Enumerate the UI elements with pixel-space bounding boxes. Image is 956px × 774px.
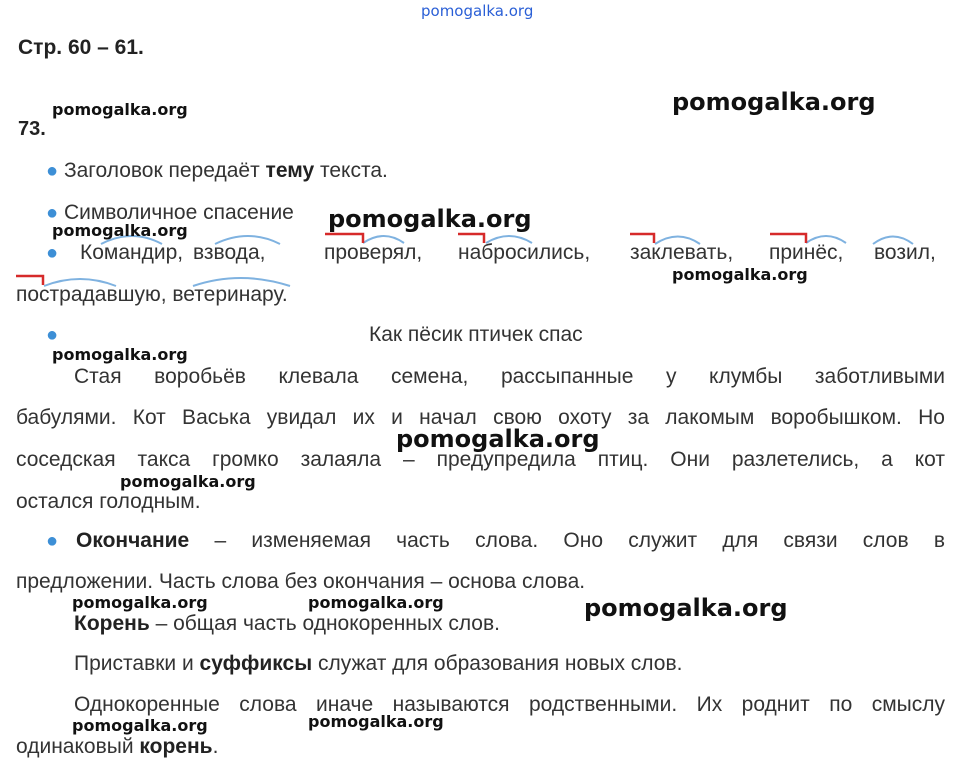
watermark: pomogalka.org: [52, 221, 188, 240]
story-line-1: Стая воробьёв клевала семена, рассыпанные у клумбы заботливыми: [74, 365, 945, 388]
watermark: pomogalka.org: [120, 472, 256, 491]
bullet-dot-5: [46, 529, 58, 553]
watermark: pomogalka.org: [672, 88, 876, 116]
watermark: pomogalka.org: [52, 345, 188, 364]
story-title: Как пёсик птичек спас: [369, 323, 583, 346]
prefix-suffix-definition: Приставки и суффиксы служат для образования новых слов.: [74, 652, 683, 675]
watermark: pomogalka.org: [52, 100, 188, 119]
word-6: принёс,: [769, 241, 844, 264]
root-definition: Корень – общая часть однокоренных слов.: [74, 612, 500, 635]
word-1: Командир,: [80, 241, 184, 264]
bullet-icon: ●: [46, 530, 59, 552]
bullet-icon: ●: [46, 242, 59, 264]
exercise-number: 73.: [18, 118, 46, 140]
word-5: заклевать,: [630, 241, 734, 264]
bullet-dot-4: [46, 323, 58, 347]
word-2: взвода,: [193, 241, 266, 264]
bullet-icon: ●: [46, 160, 59, 182]
cognates-line-2: одинаковый корень.: [16, 735, 219, 758]
words-line-2: пострадавшую, ветеринару.: [16, 283, 288, 306]
watermark: pomogalka.org: [308, 712, 444, 731]
watermark: pomogalka.org: [672, 265, 808, 284]
watermark: pomogalka.org: [308, 593, 444, 612]
story-line-4: остался голодным.: [16, 490, 201, 513]
cognates-line-1: Однокоренные слова иначе называются родственными. Их роднит по смыслу: [74, 693, 945, 716]
bullet-topic: ● Заголовок передаёт тему текста.: [46, 159, 388, 182]
watermark: pomogalka.org: [72, 593, 208, 612]
watermark: pomogalka.org: [584, 594, 788, 622]
watermark: pomogalka.org: [396, 425, 600, 453]
story-line-2: бабулями. Кот Васька увидал их и начал свою охоту за лакомым воробышком. Но: [16, 406, 945, 429]
story-line-3: соседская такса громко залаяла – предупредила птиц. Они разлетелись, а кот: [16, 448, 945, 471]
word-3: проверял,: [324, 241, 423, 264]
bullet-dot-3: [46, 241, 58, 265]
word-4: набросились,: [458, 241, 591, 264]
watermark: pomogalka.org: [72, 716, 208, 735]
top-watermark: pomogalka.org: [421, 2, 534, 20]
ending-line-2: предложении. Часть слова без окончания – основа слова.: [16, 570, 586, 593]
bullet-icon: ●: [46, 324, 59, 346]
bullet-title: ● Символичное спасение: [46, 201, 294, 224]
page-header: Стр. 60 – 61.: [18, 36, 144, 59]
word-7: возил,: [874, 241, 936, 264]
bullet-icon: ●: [46, 202, 59, 224]
ending-line-1: Окончание – изменяемая часть слова. Оно служит для связи слов в: [76, 529, 945, 552]
watermark: pomogalka.org: [328, 205, 532, 233]
